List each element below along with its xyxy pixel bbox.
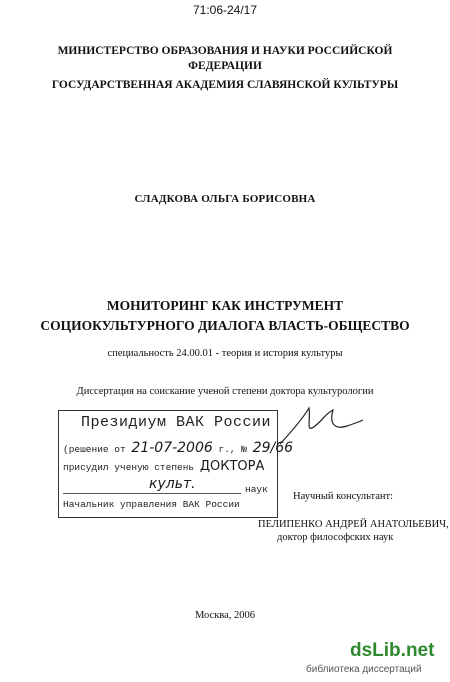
stamp-award-label: присудил ученую степень: [63, 462, 195, 473]
watermark-caption: библиотека диссертаций: [306, 664, 422, 675]
stamp-science-suffix: наук: [245, 484, 268, 495]
stamp-decision-label: (решение от: [63, 444, 126, 455]
specialty: специальность 24.00.01 - теория и история культуры: [107, 348, 343, 359]
ministry-line-2: ФЕДЕРАЦИИ: [188, 60, 262, 72]
stamp-decision-date: 21-07-2006: [131, 440, 213, 456]
stamp-field-underline: [63, 493, 241, 494]
stamp-decision-number: 29/66: [252, 440, 294, 456]
watermark-site: dsLib.net: [350, 640, 435, 661]
vak-stamp: [58, 410, 294, 518]
footer-city-year: Москва, 2006: [194, 610, 256, 621]
consultant-label: Научный консультант:: [293, 491, 394, 502]
consultant-name: ПЕЛИПЕНКО АНДРЕЙ АНАТОЛЬЕВИЧ,: [258, 519, 449, 530]
title-line-2: СОЦИОКУЛЬТУРНОГО ДИАЛОГА ВЛАСТЬ-ОБЩЕСТВО: [40, 318, 410, 333]
author-name: СЛАДКОВА ОЛЬГА БОРИСОВНА: [134, 193, 316, 205]
dissertation-note: Диссертация на соискание ученой степени доктора культурологии: [76, 386, 374, 397]
stamp-decision-line: [63, 440, 293, 456]
ministry-line-1: МИНИСТЕРСТВО ОБРАЗОВАНИЯ И НАУКИ РОССИЙСКОЙ: [57, 45, 393, 57]
consultant-degree: доктор философских наук: [277, 532, 394, 543]
stamp-award-line: [63, 459, 264, 474]
stamp-heading: Президиум ВАК России: [81, 414, 272, 431]
stamp-head-label: Начальник управления ВАК России: [63, 499, 240, 510]
academy-name: ГОСУДАРСТВЕННАЯ АКАДЕМИЯ СЛАВЯНСКОЙ КУЛЬТУРЫ: [51, 79, 399, 91]
dissertation-title: [0, 296, 450, 336]
stamp-year-suffix: г., №: [218, 444, 248, 455]
registration-code: 71:06-24/17: [192, 3, 258, 17]
signature: [275, 400, 365, 450]
stamp-degree: ДОКТОРА: [199, 459, 265, 474]
title-line-1: МОНИТОРИНГ КАК ИНСТРУМЕНТ: [106, 298, 344, 313]
stamp-field: культ.: [149, 476, 196, 492]
stamp-field-line: [149, 476, 196, 492]
